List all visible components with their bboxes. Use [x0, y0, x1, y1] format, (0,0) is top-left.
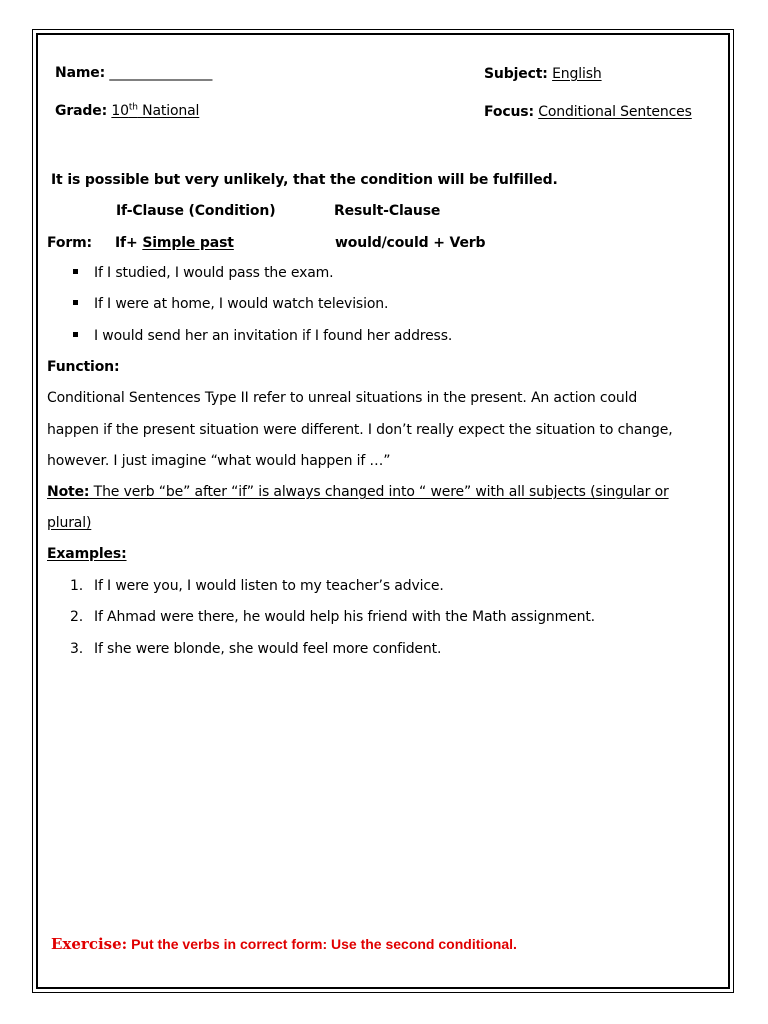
form-label: Form:	[47, 235, 92, 251]
note-label: Note:	[47, 484, 90, 500]
grade-rest: National	[137, 103, 200, 119]
example-number: 2.	[70, 609, 84, 625]
exercise-instruction	[51, 934, 517, 953]
form-if-tense: Simple past	[142, 235, 234, 251]
function-line: Conditional Sentences Type II refer to unreal situations in the present. An action could	[47, 390, 638, 406]
focus-row	[484, 103, 692, 121]
form-result: would/could + Verb	[335, 235, 486, 251]
exercise-label: Exercise:	[51, 935, 128, 953]
function-heading: Function:	[47, 359, 120, 375]
example-number: 1.	[70, 578, 84, 594]
name-label: Name:	[55, 65, 106, 81]
result-clause-heading: Result-Clause	[334, 203, 441, 219]
subject-label: Subject:	[484, 66, 548, 82]
grade-row	[55, 102, 199, 120]
form-if-prefix: If+	[115, 235, 138, 251]
grade-value	[111, 103, 199, 119]
example-number: 3.	[70, 641, 84, 657]
function-line: happen if the present situation were different. I don’t really expect the situation to change,	[47, 422, 673, 438]
bullet-item: If I studied, I would pass the exam.	[94, 265, 334, 281]
example-item: If Ahmad were there, he would help his friend with the Math assignment.	[94, 609, 595, 625]
focus-label: Focus:	[484, 104, 534, 120]
example-item: If she were blonde, she would feel more confident.	[94, 641, 442, 657]
bullet-icon	[73, 300, 78, 305]
name-blank: _______________	[109, 65, 213, 81]
note-text: The verb “be” after “if” is always changed into “ were” with all subjects (singular or	[89, 484, 669, 500]
note-line-2: plural)	[47, 515, 92, 531]
bullet-icon	[73, 332, 78, 337]
note-line	[47, 483, 669, 501]
if-clause-heading: If-Clause (Condition)	[116, 203, 276, 219]
bullet-item: I would send her an invitation if I found her address.	[94, 328, 453, 344]
subject-row	[484, 65, 602, 83]
function-line: however. I just imagine “what would happen if …”	[47, 453, 391, 469]
grade-label: Grade:	[55, 103, 108, 119]
bullet-item: If I were at home, I would watch television.	[94, 296, 389, 312]
example-item: If I were you, I would listen to my teacher’s advice.	[94, 578, 444, 594]
examples-heading: Examples:	[47, 546, 127, 562]
exercise-text: Put the verbs in correct form: Use the second conditional.	[127, 936, 517, 952]
grade-suffix: th	[128, 102, 138, 113]
intro-sentence: It is possible but very unlikely, that the condition will be fulfilled.	[51, 172, 558, 188]
subject-value: English	[552, 66, 602, 82]
form-if	[115, 234, 234, 252]
grade-number: 10	[111, 103, 129, 119]
name-row	[55, 64, 212, 82]
bullet-icon	[73, 269, 78, 274]
focus-value: Conditional Sentences	[538, 104, 692, 120]
